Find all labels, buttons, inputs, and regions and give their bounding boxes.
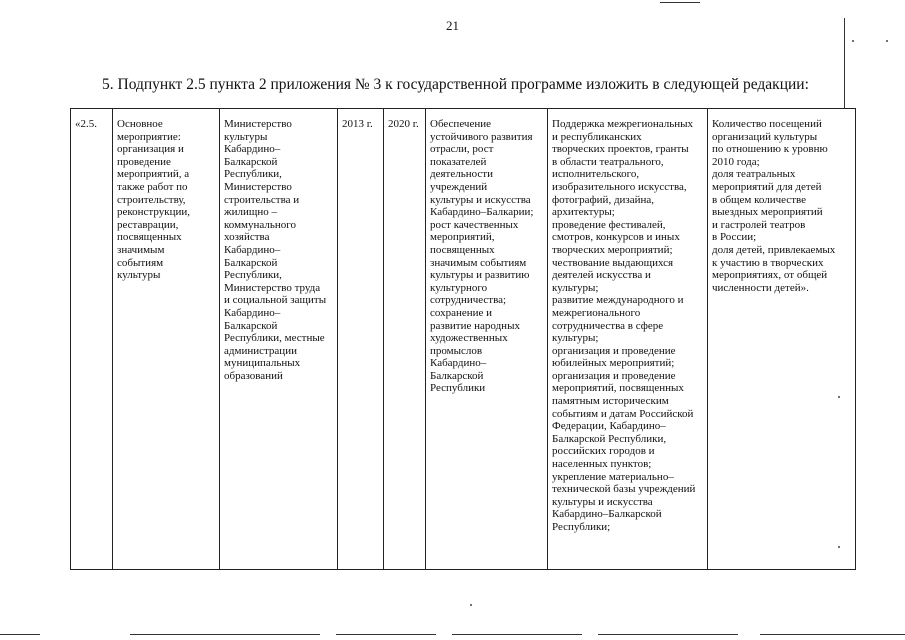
scan-speck	[470, 604, 472, 606]
item-number: «2.5.	[75, 118, 97, 130]
end-year: 2020 г.	[388, 118, 419, 130]
scan-speck	[838, 396, 840, 398]
page-number: 21	[446, 18, 459, 33]
cell-start-year	[338, 109, 384, 570]
measure-name: Основное мероприятие: организация и проведение мероприятий, а также работ по строительству, реконструкции, реставрации, посвященных значимым событиям культуры	[117, 118, 190, 282]
table-row	[71, 109, 856, 570]
section-heading: 5. Подпункт 2.5 пункта 2 приложения № 3 к государственной программе изложить в следующей редакции:	[102, 76, 809, 93]
cell-number	[71, 109, 113, 570]
start-year: 2013 г.	[342, 118, 373, 130]
scan-speck	[886, 40, 888, 42]
scan-speck	[838, 546, 840, 548]
scan-edge-line	[452, 634, 582, 635]
main-directions: Поддержка межрегиональных и республиканских творческих проектов, гранты в области театрального, исполнительского, изобразительного искусства, фотографий, дизайна, архитектуры; проведение фестивалей, смотров, конкурсов и иных творческих мероприятий; чествование выдающихся деятелей искусства и культуры; развитие международного и межрегионального сотрудничества в сфере культуры; организация и проведение юбилейных мероприятий; организация и проведение мероприятий, посвященных памятным историческим событиям и датам Российской Федерации, Кабардино– Балкарской Республики, российских городов и населенных пунктов; укрепление материально– технической базы учреждений культуры и искусства Кабардино–Балкарской Республики;	[552, 118, 696, 533]
cell-measure	[113, 109, 220, 570]
cell-end-year	[384, 109, 426, 570]
scan-edge-line	[598, 634, 738, 635]
cell-directions	[548, 109, 708, 570]
scan-edge-line	[760, 634, 905, 635]
scan-edge-line	[130, 634, 320, 635]
executor-text: Министерство культуры Кабардино– Балкарской Республики, Министерство строительства и жилищно – коммунального хозяйства Кабардино– Балкарской Республики, Министерство труда и социальной защиты Кабардино– Балкарской Республики, местные администрации муниципальных образований	[224, 118, 327, 382]
scan-edge-line	[336, 634, 436, 635]
scan-edge-line	[844, 18, 845, 108]
scan-speck	[852, 40, 854, 42]
scan-edge-line	[0, 634, 40, 635]
cell-indicators	[708, 109, 856, 570]
cell-result	[426, 109, 548, 570]
scan-edge-line	[660, 2, 700, 3]
expected-result: Обеспечение устойчивого развития отрасли, рост показателей деятельности учреждений культуры и искусства Кабардино–Балкарии; рост качественных мероприятий, посвященных значимым событиям культуры и развитию культурного сотрудничества; сохранение и развитие народных художественных промыслов Кабардино– Балкарской Республики	[430, 118, 534, 395]
indicators-text: Количество посещений организаций культуры по отношению к уровню 2010 года; доля театральных мероприятий для детей в общем количестве выездных мероприятий и гастролей театров в России; доля детей, привлекаемых к участию в творческих мероприятиях, от общей численности детей».	[712, 118, 836, 294]
program-table	[70, 108, 856, 570]
cell-executor	[220, 109, 338, 570]
